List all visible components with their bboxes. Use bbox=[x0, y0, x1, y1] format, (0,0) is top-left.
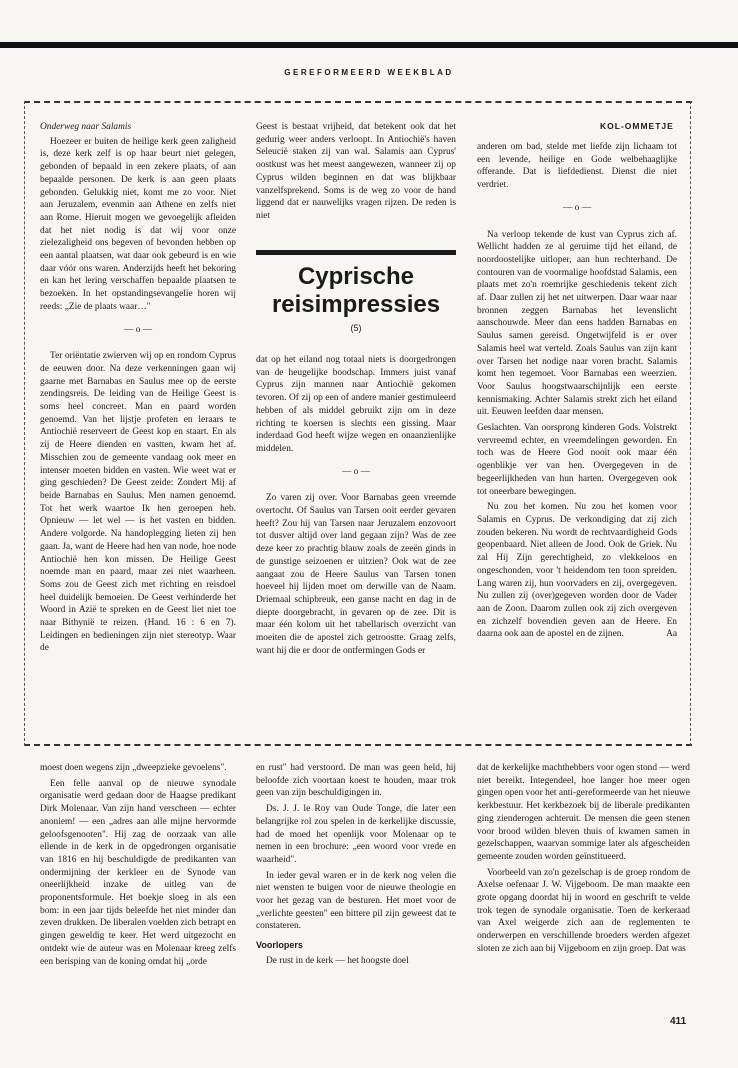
lower-column-2 bbox=[256, 762, 456, 971]
lower-column-3 bbox=[477, 762, 690, 959]
lower-paragraph: Voorbeeld van zo'n gezelschap is de groep rondom de Axelse oefenaar J. W. Vijgeboom. De man maakte een grote opgang doordat hij in woord en geschrift te velde trok tegen de synodale organisatie. Toen de kerkeraad van Axel weigerde zich aan de reglementen te onderwerpen en verschillende broeders werden afgezet sloten ze zich aan bij Vijgeboom en zijn groep. Dat was bbox=[477, 867, 690, 954]
article-paragraph: Hoezeer er buiten de heilige kerk geen zaligheid is, deze kerk zelf is op haar beurt niet gelegen, gebonden of bepaald in een zekere plaats, of aan bepaalde personen. De kerk is aan geen plaats gebonden. Gelukkig niet, komt me zo voor. Niet aan Jeruzalem, evenmin aan Athene en zelfs niet aan Rome. Hieruit mogen we gevoegelijk afleiden dat het niet nodig is dat wij voor onze zielezaligheid ons begeven of bevonden hebben op een aantal plaatsen, wat daar ook gebeurd is en wie daar vóór ons waren. Anderzijds heeft het bekoring en kan het lering verschaffen bepaalde plaatsen te bezoeken. In het opstandingsevangelie horen wij reeds: „Zie de plaats waar…" bbox=[40, 136, 236, 312]
section-separator: — o — bbox=[562, 202, 592, 213]
article-title-line-1: Cyprische bbox=[297, 263, 415, 290]
article-paragraph: dat op het eiland nog totaal niets is doorgedrongen van de heugelijke boodschap. Immers juist vanaf Cyprus zijn mannen naar Antiochië gekomen tevoren. Of zij op een of andere manier gestimuleerd hebben of als middel gebruikt zijn om in deze richting te koersen is slechts een gissing. Maar inderdaad God heeft wijze wegen en onaanzienlijke middelen. bbox=[256, 355, 456, 454]
top-rule bbox=[0, 42, 738, 48]
author-signature: Aa bbox=[666, 629, 677, 640]
article-paragraph: Zo varen zij over. Voor Barnabas geen vreemde overtocht. Of Saulus van Tarsen ooit eerder gevaren heeft? Zou hij van Tarsen naar Jeruzalem enzovoort tot dusver altijd over land gegaan zijn? Was de zee deze keer zo prachtig blauw zoals de zeeën ginds in de gunstige seizoenen er uitzien? Ook wat de zee aangaat zou de Heere Saulus van Tarsen tonen hoeveel hij lijden moet om derwille van de Naam. Driemaal schipbreuk, een ganse nacht en dag in de diepte doorgebracht, in gevaren op de zee. Dit is maar één kolom uit het tabellarisch overzicht van moeiten die de apostel zich getroostte. Graag zelfs, want hij die er door de ontfermingen Gods er bbox=[256, 493, 456, 656]
lower-paragraph: De rust in de kerk — het hoogste doel bbox=[266, 955, 409, 966]
article-paragraph bbox=[477, 501, 677, 641]
article-paragraph: Geest is bestaat vrijheid, dat betekent ook dat het gedurig weer anders verloopt. In Antiochië's haven Seleucië staken zij van wal. Salamis aan Cyprus' oostkust was het meest aangewezen, wanneer zij op Cyprus wilden beginnen en dat was blijkbaar vanzelfsprekend. Soms is de weg zo voor de hand liggend dat er nauwelijks vragen rijzen. De reden is niet bbox=[256, 122, 456, 221]
lower-subheading: Voorlopers bbox=[256, 940, 303, 951]
lower-paragraph: In ieder geval waren er in de kerk nog velen die niet wensten te buigen voor de nieuwe theologie en voor het gezag van de besturen. Het moet voor de „verlichte geesten" een bittere pil zijn geweest dat te constateren. bbox=[256, 870, 456, 932]
section-separator: — o — bbox=[123, 324, 153, 335]
article-paragraph-text: Nu zou het komen. Nu zou het komen voor Salamis en Cyprus. De verkondiging dat zij zich zouden bekeren. Nu wordt de rechtvaardigheid Gods geopenbaard. Niet alleen de Jood. Ook de Griek. Nu zal Hij Zijn gerechtigheid, zo vlekkeloos en ongeschonden, voor 't heidendom ten toon spreiden. Lang waren zij, hun voorvaders en zij, overgegeven. Nu zullen zij (over)gegeven worden door de Vader aan de Zoon. Daarom zullen ook zij zich overgeven en zichzelf bovendien geven aan de Heere. En daarna ook aan de apostel en de zijnen. bbox=[477, 502, 677, 640]
article-paragraph: Geslachten. Van oorsprong kinderen Gods. Volstrekt vervreemd echter, en vreemdelingen geworden. En toch was de Heere God nooit ook maar één ogenblikje ver van hen. Overgegeven in de begeerlijkheden van hun harten. Overgegeven ook tot oneerbare bewegingen. bbox=[477, 423, 677, 497]
article-part-number: (5) bbox=[350, 323, 362, 333]
title-rule bbox=[256, 250, 456, 255]
lower-column-1 bbox=[40, 762, 236, 971]
article-paragraph: Ter oriëntatie zwierven wij op en rondom Cyprus de eeuwen door. Na deze verkenningen gaan wij gaarne met Barnabas en Saulus mee op de eerste zendingsreis. De leiding van de Heilige Geest is soms heel concreet. Man en paard worden genoemd. Van het lijstje profeten en leraars te Antiochië reserveert de Geest kop en staart. En als zij de Heere dienden en vastten, kwam het af. Misschien zou de gemeente vandaag ook meer en intenser moeten bidden en vasten. Wie weet wat er ging geschieden? De Geest zeide: Zondert Mij af beide Barnabas en Saulus. Men namen genoemd. Tot het werk waartoe Ik hen geroepen heb. Opnieuw — let wel — is het vasten en bidden. Andere volgorde. Na handoplegging lieten zij hen gaan. Ja, want de Heere had hen van node, hoe node Antiochië hen kon missen. De Heilige Geest noemde man en paard, maar zei niet waarheen. Soms zou de Geest zich met richting en reisdoel heel duidelijk bemoeien. De Geest verhinderde het Woord in Azië te spreken en de Geest liet niet toe naar Bithynië te reizen. (Hand. 16 : 6 en 7). Leidingen en bedieningen zijn niet stereotyp. Waar de bbox=[40, 351, 237, 654]
article-paragraph: Na verloop tekende de kust van Cyprus zich af. Wellicht hadden ze al geruime tijd het eiland, de noordoostelijke uitloper, aan hun rechterhand. De contouren van de voormalige hoofdstad Salamis, een plaats met zo'n roemrijke geschiedenis tekent zich af. Daar zullen zij het net uitwerpen. Daar waar naar bronnen zeggen Barnabas het levenslicht aanschouwde. Meer dan eens hadden Barnabas en Saulus samen gereisd. Ongetwijfeld is er over Salamis heel wat verteld. Zoals Saulus van zijn kant over Tarsen het nodige naar voren bracht. Salamis komt hen tegemoet. Voor Barnabas een weerzien. Voor Saulus hoogstwaarschijnlijk een eerste kennismaking. Achter Salamis strekt zich het eiland uit. Eeuwen leefden daar mensen. bbox=[477, 229, 677, 418]
article-kicker: Onderweg naar Salamis bbox=[40, 122, 132, 132]
article-column-1 bbox=[40, 121, 236, 658]
article-title-line-2: reisimpressies bbox=[271, 291, 441, 318]
article-column-3 bbox=[477, 121, 677, 644]
box-border-left bbox=[24, 101, 25, 746]
running-header: GEREFORMEERD WEEKBLAD bbox=[284, 68, 454, 77]
lower-paragraph: moest doen wegens zijn „dweepzieke gevoelens". bbox=[40, 763, 227, 773]
box-border-bottom bbox=[24, 744, 692, 746]
section-separator: — o — bbox=[341, 466, 371, 477]
box-border-top bbox=[24, 101, 692, 103]
article-column-2-top bbox=[256, 121, 456, 226]
page-number: 411 bbox=[670, 1016, 687, 1027]
article-paragraph: anderen om bad, stelde met liefde zijn lichaam tot een levende, heilige en Gode welbehaaglijke offerande. Dat is liefdedienst. Dienst die niet verdriet. bbox=[477, 142, 677, 191]
lower-paragraph: Ds. J. J. le Roy van Oude Tonge, die later een belangrijke rol zou spelen in de kerkelijke discussie, had de moed het openlijk voor Molenaar op te nemen in een brochure: „een woord voor vrede en waarheid". bbox=[256, 804, 456, 865]
lower-paragraph: dat de kerkelijke machthebbers voor ogen stond — werd niet bereikt. Integendeel, hoe langer hoe meer ogen gingen open voor het anti-gereformeerde van het nieuwe kerkbestuur. Het kerkbezoek bij de liberale predikanten ging zienderogen achteruit. De mensen die geen stenen voor brood wilden bleven thuis of kwamen samen in gezelschappen, waarvan sommige later als afgescheiden gemeente zouden worden geïnstitueerd. bbox=[477, 763, 690, 862]
lower-paragraph: Een felle aanval op de nieuwe synodale organisatie werd gedaan door de Haagse predikant Dirk Molenaar. Van zijn hand verscheen — echter anoniem! — een „adres aan alle mijne hervormde geloofsgenooten". Hij zag de oorzaak van alle ellende in de kerk in de opgedrongen organisatie van 1816 en hij beschuldigde de predikanten van ondermijning der kerkleer en de Synode van oneerlijkheid inzake de uitleg van de proponentsformule. Het boekje sloeg in als een bom: in een jaar tijds beleefde het niet minder dan zeven drukken. De liberalen voelden zich betrapt en gingen geweldig te keer. Het werd uitgezocht en ontdekt wie de auteur was en Molenaar kreeg zelfs een berisping van de koning omdat hij „orde bbox=[40, 778, 236, 967]
box-border-right bbox=[690, 101, 691, 746]
article-title-block bbox=[256, 250, 456, 342]
article-column-2-bottom bbox=[256, 354, 456, 660]
lower-paragraph: en rust" had verstoord. De man was geen held, hij beloofde zich voortaan koest te houden, maar trok geen van zijn beschuldigingen in. bbox=[256, 763, 456, 799]
column-label: KOL-OMMETJE bbox=[600, 121, 674, 131]
